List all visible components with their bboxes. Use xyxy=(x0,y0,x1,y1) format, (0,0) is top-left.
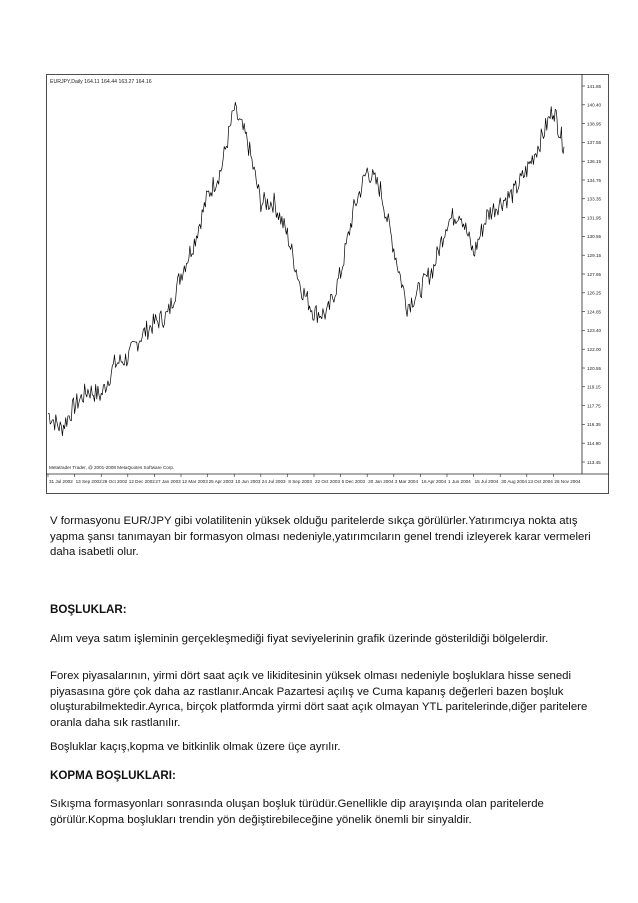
price-tick-label: 123.40 xyxy=(587,328,602,334)
price-tick-label: 113.45 xyxy=(587,459,601,465)
forex-paragraph: Forex piyasalarının, yirmi dört saat açık ve likiditesinin yüksek olması nedeniyle boşluklara hisse senedi piyasasına göre çok daha az rastlanır.Ancak Pazartesi açılış ve Cuma kapanış değerleri bazen boşluk oluşturabilmektedir.Ayrıca, birçok platformda yirmi dört saat açık olmayan YTL paritelerinde,diğer paritelere oranla daha sık rastlanılır. xyxy=(50,670,588,729)
gaps-heading: BOŞLUKLAR: xyxy=(50,603,127,616)
price-tick-label: 124.85 xyxy=(587,309,602,315)
time-tick-label: 8 Sep 2003 xyxy=(288,479,312,484)
price-tick-label: 114.90 xyxy=(587,441,601,446)
price-tick-label: 120.55 xyxy=(587,365,602,371)
chart-title: EURJPY,Daily 164.11 164.44 163.27 164.16 xyxy=(50,79,152,85)
time-tick-label: 31 Jul 2002 xyxy=(49,479,73,484)
price-chart-svg xyxy=(46,74,609,494)
price-tick-label: 116.35 xyxy=(587,422,601,428)
price-tick-label: 127.65 xyxy=(587,271,602,277)
time-tick-label: 16 Apr 2004 xyxy=(421,479,447,484)
breakaway-gaps-heading: KOPMA BOŞLUKLARI: xyxy=(50,769,176,782)
time-tick-label: 15 Jul 2004 xyxy=(474,479,499,484)
price-tick-label: 131.95 xyxy=(587,215,602,221)
breakaway-gaps-paragraph: Sıkışma formasyonları sonrasında oluşan boşluk türüdür.Genellikle dip arayışında olan paritelerde görülür.Kopma boşlukları trendin yön değiştirebileceğine yönelik önemli bir sinyaldir. xyxy=(50,798,544,826)
gaps-definition-paragraph: Alım veya satım işleminin gerçekleşmediği fiyat seviyelerinin grafik üzerinde gösterildiği bölgelerdir. xyxy=(50,633,549,645)
time-tick-label: 3 Mar 2004 xyxy=(394,479,419,484)
price-tick-label: 126.25 xyxy=(587,290,602,296)
price-tick-label: 140.40 xyxy=(587,102,602,108)
time-tick-label: 13 Oct 2004 xyxy=(527,479,553,484)
price-tick-label: 130.55 xyxy=(587,234,602,240)
price-tick-label: 119.15 xyxy=(587,384,601,390)
time-tick-label: 5 Dec 2003 xyxy=(341,479,366,484)
time-tick-label: 22 Oct 2003 xyxy=(315,479,341,484)
time-tick-label: 1 Jun 2004 xyxy=(448,479,471,484)
price-chart xyxy=(46,74,609,494)
time-tick-label: 12 Dec 2002 xyxy=(128,479,155,484)
time-tick-label: 29 Oct 2002 xyxy=(102,479,128,484)
time-tick-label: 24 Jul 2003 xyxy=(261,479,286,484)
gap-types-paragraph: Boşluklar kaçış,kopma ve bitkinlik olmak üzere üçe ayrılır. xyxy=(50,741,341,753)
time-tick-label: 27 Jan 2003 xyxy=(155,479,181,484)
time-tick-label: 30 Aug 2004 xyxy=(501,479,528,484)
time-tick-label: 12 Mar 2003 xyxy=(182,479,208,484)
time-tick-label: 13 Sep 2002 xyxy=(75,479,102,484)
time-tick-label: 25 Apr 2003 xyxy=(208,479,234,484)
price-tick-label: 136.15 xyxy=(587,159,602,164)
price-tick-label: 133.35 xyxy=(587,196,602,202)
price-tick-label: 134.75 xyxy=(587,177,602,183)
chart-frame xyxy=(47,75,609,494)
time-tick-label: 26 Nov 2004 xyxy=(554,479,581,484)
price-tick-label: 129.15 xyxy=(587,253,602,258)
price-tick-label: 117.75 xyxy=(587,403,601,409)
intro-paragraph: V formasyonu EUR/JPY gibi volatilitenin yüksek olduğu paritelerde sıkça görülürler.Yatırımcıya nokta atış yapma şansı tanımayan bir formasyon olması nedeniyle,yatırımcıların genel trendi izleyerek karar vermeleri daha isabetli olur. xyxy=(50,515,591,559)
chart-footer: Metatrader Trader, @ 2001-2008 MetaQuotes Software Corp. xyxy=(49,465,175,470)
price-tick-label: 141.85 xyxy=(587,83,602,89)
time-tick-label: 20 Jan 2004 xyxy=(368,479,394,484)
time-tick-label: 10 Jun 2003 xyxy=(235,479,261,484)
price-tick-label: 137.55 xyxy=(587,140,602,146)
price-tick-label: 122.00 xyxy=(587,347,602,352)
price-tick-label: 138.95 xyxy=(587,121,602,127)
